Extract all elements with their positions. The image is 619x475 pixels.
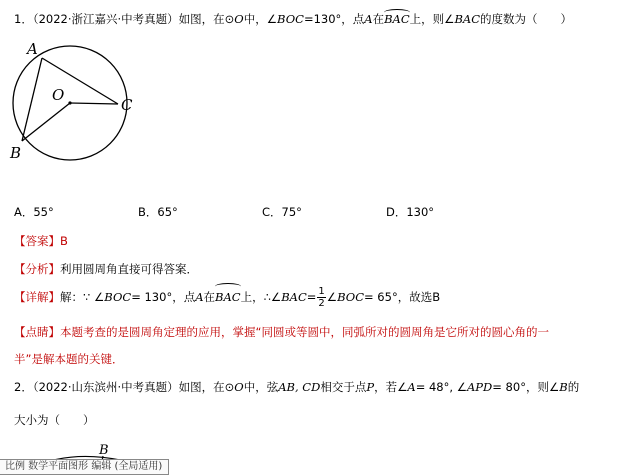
q1-stem: 1．（2022·浙江嘉兴·中考真题）如图，在⊙O中，∠BOC=130°，点A在BAC上，则∠BAC的度数为（ ） bbox=[14, 12, 573, 26]
comment-line-2: 半”是解本题的关键． bbox=[14, 352, 124, 366]
q2-stem: 2．（2022·山东滨州·中考真题）如图，在⊙O中，弦AB, CD相交于点P，若∠A= 48°, ∠APD= 80°，则∠B的 bbox=[14, 380, 580, 394]
answer-line: 【答案】B bbox=[14, 234, 68, 248]
option-b[interactable]: B．65° bbox=[138, 205, 178, 219]
comment-line-1: 【点睛】本题考查的是圆周角定理的应用，掌握“同圆或等圆中，同弧所对的圆周角是它所对的圆心角的一 bbox=[14, 325, 549, 339]
label-b: B bbox=[10, 144, 22, 162]
q2-stem-line-2: 大小为（ ） bbox=[14, 413, 95, 427]
center-o bbox=[68, 101, 71, 104]
option-d[interactable]: D．130° bbox=[386, 205, 435, 219]
detail-line: 【详解】解：∵ ∠BOC= 130°，点A在BAC上，∴∠BAC= $\frac{1}{2}$ ∠BOC= 65°，故选B bbox=[14, 286, 441, 309]
label-b2: B bbox=[99, 443, 109, 458]
editor-tooltip: 比例 数学平面图形 编辑 (全局适用) bbox=[0, 459, 169, 475]
circle-figure-1 bbox=[8, 38, 148, 166]
option-a[interactable]: A．55° bbox=[14, 205, 54, 219]
fraction-one-half: $\frac{1}{2}$ bbox=[318, 286, 325, 309]
option-c[interactable]: C．75° bbox=[262, 205, 302, 219]
chord-ab bbox=[22, 58, 42, 141]
analysis-line: 【分析】利用圆周角直接可得答案． bbox=[14, 262, 198, 276]
radius-oc bbox=[70, 103, 118, 104]
label-o: O bbox=[52, 86, 65, 104]
label-c: C bbox=[121, 96, 133, 114]
label-a: A bbox=[27, 40, 38, 58]
